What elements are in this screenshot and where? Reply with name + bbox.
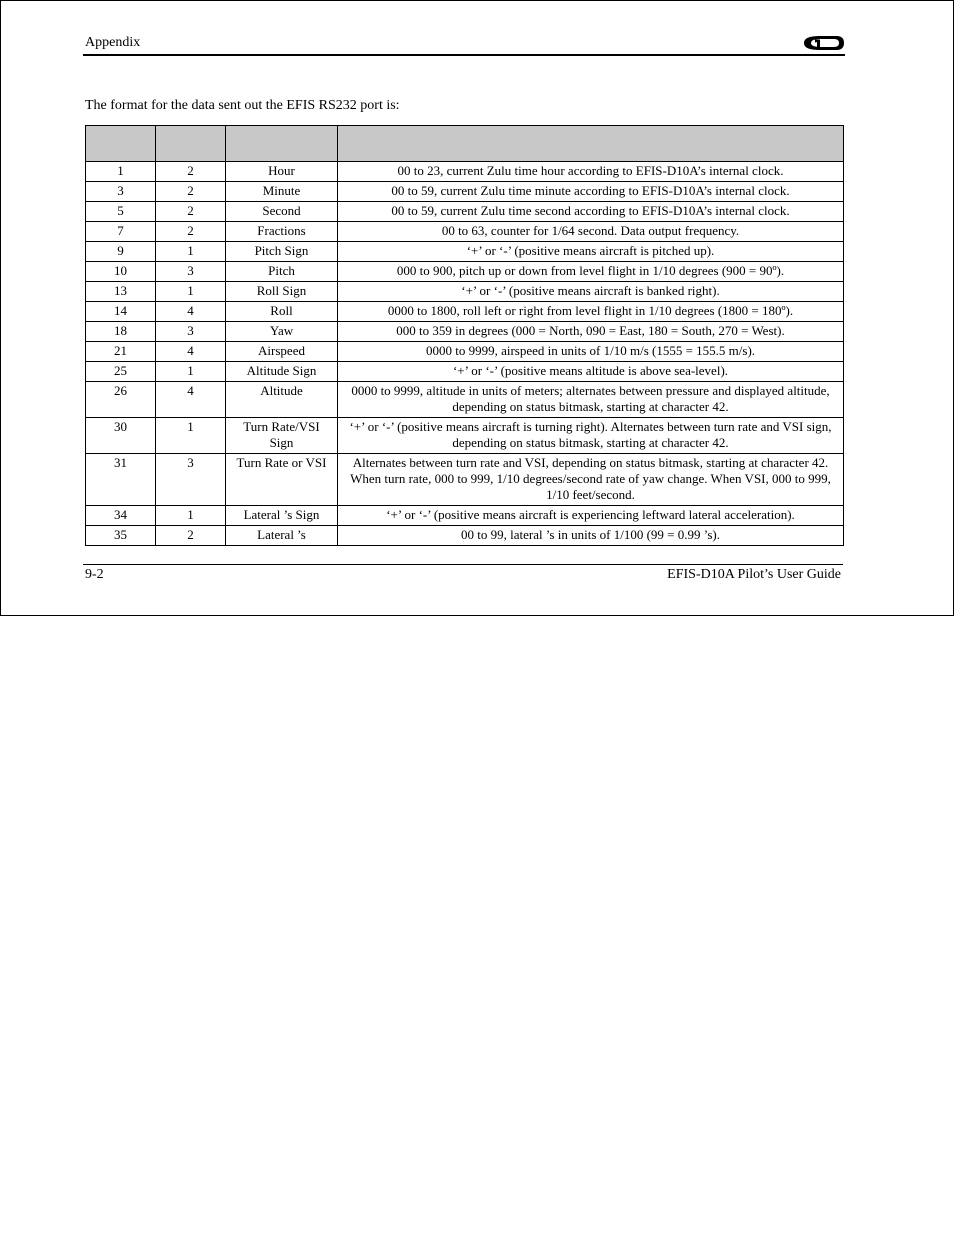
- table-cell: Altitude: [226, 382, 338, 418]
- table-cell: 0000 to 9999, airspeed in units of 1/10 m/s (1555 = 155.5 m/s).: [338, 342, 844, 362]
- table-cell: 1: [156, 506, 226, 526]
- footer-divider: [83, 564, 843, 565]
- table-cell: 00 to 99, lateral ’s in units of 1/100 (99 = 0.99 ’s).: [338, 526, 844, 546]
- table-cell: ‘+’ or ‘-’ (positive means aircraft is turning right). Alternates between turn rate and VSI sign, depending on status bitmask, starting at character 42.: [338, 418, 844, 454]
- table-cell: 10: [86, 262, 156, 282]
- column-header: [338, 126, 844, 162]
- table-cell: 35: [86, 526, 156, 546]
- table-cell: 34: [86, 506, 156, 526]
- table-body: [86, 162, 844, 546]
- guide-title: EFIS-D10A Pilot’s User Guide: [667, 567, 841, 582]
- table-cell: 3: [86, 182, 156, 202]
- table-cell: ‘+’ or ‘-’ (positive means aircraft is banked right).: [338, 282, 844, 302]
- table-cell: 000 to 900, pitch up or down from level flight in 1/10 degrees (900 = 90º).: [338, 262, 844, 282]
- table-cell: Pitch: [226, 262, 338, 282]
- table-cell: 000 to 359 in degrees (000 = North, 090 = East, 180 = South, 270 = West).: [338, 322, 844, 342]
- table-cell: 26: [86, 382, 156, 418]
- table-cell: 1: [156, 242, 226, 262]
- table-cell: 25: [86, 362, 156, 382]
- table-cell: 4: [156, 302, 226, 322]
- table-row: [86, 362, 844, 382]
- table-row: [86, 382, 844, 418]
- table-cell: Second: [226, 202, 338, 222]
- table-row: [86, 182, 844, 202]
- table-cell: 2: [156, 222, 226, 242]
- table-row: [86, 526, 844, 546]
- table-cell: ‘+’ or ‘-’ (positive means aircraft is experiencing leftward lateral acceleration).: [338, 506, 844, 526]
- table-cell: Minute: [226, 182, 338, 202]
- dynon-logo-icon: [800, 34, 845, 52]
- table-cell: Lateral ’s: [226, 526, 338, 546]
- table-row: [86, 222, 844, 242]
- intro-paragraph: The format for the data sent out the EFIS RS232 port is:: [85, 98, 400, 113]
- table-cell: Pitch Sign: [226, 242, 338, 262]
- table-row: [86, 322, 844, 342]
- table-header-row: [86, 126, 844, 162]
- column-header: [226, 126, 338, 162]
- table-cell: 3: [156, 454, 226, 506]
- table-cell: Roll: [226, 302, 338, 322]
- table-cell: 3: [156, 322, 226, 342]
- table-cell: 2: [156, 202, 226, 222]
- table-cell: 7: [86, 222, 156, 242]
- header-section-label: Appendix: [85, 35, 141, 50]
- table-row: [86, 262, 844, 282]
- table-cell: Fractions: [226, 222, 338, 242]
- table-row: [86, 342, 844, 362]
- table-cell: 4: [156, 382, 226, 418]
- table-cell: 0000 to 1800, roll left or right from level flight in 1/10 degrees (1800 = 180º).: [338, 302, 844, 322]
- table-cell: 1: [156, 418, 226, 454]
- table-cell: 2: [156, 182, 226, 202]
- table-cell: 3: [156, 262, 226, 282]
- table-cell: Turn Rate or VSI: [226, 454, 338, 506]
- table-cell: Yaw: [226, 322, 338, 342]
- header-divider: [83, 54, 845, 56]
- table-cell: 1: [156, 362, 226, 382]
- table-cell: Alternates between turn rate and VSI, depending on status bitmask, starting at character 42. When turn rate, 000 to 999, 1/10 degrees/second rate of yaw change. When VSI, 000 to 999, 1/10 feet/second.: [338, 454, 844, 506]
- table-cell: 1: [86, 162, 156, 182]
- table-cell: 0000 to 9999, altitude in units of meters; alternates between pressure and displayed altitude, depending on status bitmask, starting at character 42.: [338, 382, 844, 418]
- table-cell: 14: [86, 302, 156, 322]
- table-cell: Lateral ’s Sign: [226, 506, 338, 526]
- table-cell: 00 to 23, current Zulu time hour according to EFIS-D10A’s internal clock.: [338, 162, 844, 182]
- table-row: [86, 418, 844, 454]
- column-header: [156, 126, 226, 162]
- table-row: [86, 282, 844, 302]
- table-cell: Roll Sign: [226, 282, 338, 302]
- table-cell: 4: [156, 342, 226, 362]
- table-cell: Hour: [226, 162, 338, 182]
- document-page: [0, 0, 954, 616]
- page-number: 9-2: [85, 567, 104, 582]
- table-row: [86, 202, 844, 222]
- table-cell: Airspeed: [226, 342, 338, 362]
- table-cell: 1: [156, 282, 226, 302]
- table-cell: 18: [86, 322, 156, 342]
- table-cell: ‘+’ or ‘-’ (positive means altitude is above sea-level).: [338, 362, 844, 382]
- table-cell: 30: [86, 418, 156, 454]
- rs232-format-table: [85, 125, 844, 546]
- table-row: [86, 162, 844, 182]
- table-cell: 21: [86, 342, 156, 362]
- table-cell: 9: [86, 242, 156, 262]
- table-cell: 13: [86, 282, 156, 302]
- table-cell: Altitude Sign: [226, 362, 338, 382]
- table-cell: 2: [156, 162, 226, 182]
- table-cell: 2: [156, 526, 226, 546]
- table-cell: 00 to 63, counter for 1/64 second. Data output frequency.: [338, 222, 844, 242]
- table-cell: 00 to 59, current Zulu time second according to EFIS-D10A’s internal clock.: [338, 202, 844, 222]
- table-cell: 31: [86, 454, 156, 506]
- table-cell: 00 to 59, current Zulu time minute according to EFIS-D10A’s internal clock.: [338, 182, 844, 202]
- column-header: [86, 126, 156, 162]
- table-cell: Turn Rate/VSI Sign: [226, 418, 338, 454]
- table-row: [86, 302, 844, 322]
- table-cell: 5: [86, 202, 156, 222]
- table-row: [86, 454, 844, 506]
- table-cell: ‘+’ or ‘-’ (positive means aircraft is pitched up).: [338, 242, 844, 262]
- table-row: [86, 506, 844, 526]
- table-row: [86, 242, 844, 262]
